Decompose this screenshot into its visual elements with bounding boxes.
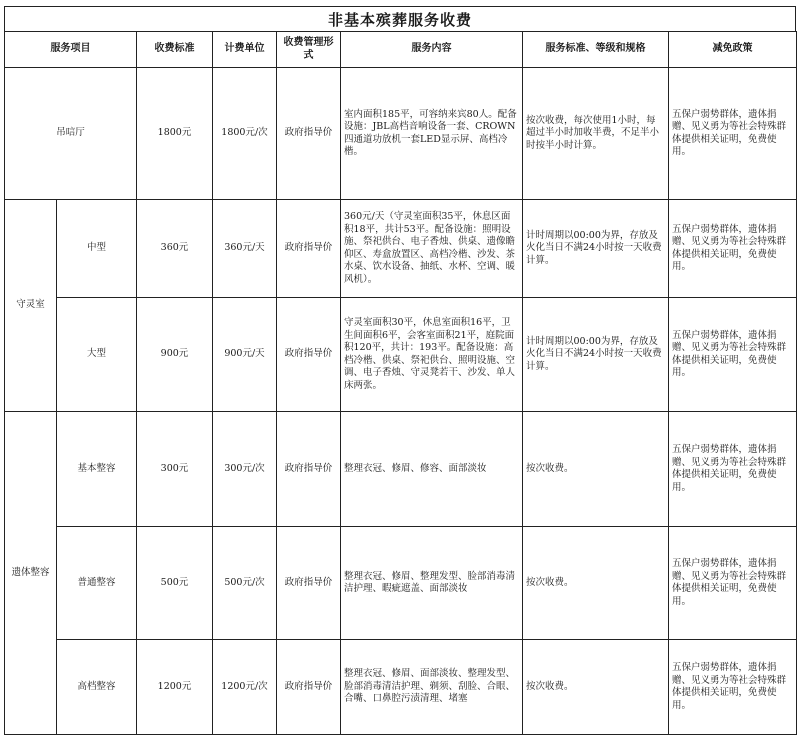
service-price: 300元 (137, 412, 213, 527)
service-standard: 按次收费。 (523, 412, 669, 527)
service-name: 普通整容 (57, 527, 137, 640)
service-price: 900元 (137, 298, 213, 412)
service-name: 吊唁厅 (5, 68, 137, 200)
service-unit: 360元/天 (213, 200, 277, 298)
table-row (5, 68, 797, 200)
service-policy: 五保户弱势群体，遗体捐赠、见义勇为等社会特殊群体提供相关证明，免费使用。 (669, 527, 797, 640)
fee-sheet (4, 6, 796, 711)
service-price: 1800元 (137, 68, 213, 200)
service-price: 500元 (137, 527, 213, 640)
service-policy: 五保户弱势群体，遗体捐赠、见义勇为等社会特殊群体提供相关证明，免费使用。 (669, 200, 797, 298)
service-standard: 按次收费。 (523, 640, 669, 735)
header-unit: 计费单位 (213, 32, 277, 68)
service-policy: 五保户弱势群体，遗体捐赠、见义勇为等社会特殊群体提供相关证明，免费使用。 (669, 298, 797, 412)
service-policy: 五保户弱势群体，遗体捐赠、见义勇为等社会特殊群体提供相关证明，免费使用。 (669, 412, 797, 527)
service-mgmt: 政府指导价 (277, 412, 341, 527)
fee-table (4, 31, 797, 735)
service-standard: 按次收费。 (523, 527, 669, 640)
table-row (5, 640, 797, 735)
service-unit: 900元/天 (213, 298, 277, 412)
service-content: 整理衣冠、修眉、面部淡妆、整理发型、脸部消毒清洁护理、剃须、刮脸、合眼、合嘴、口鼻腔污渍清理、堵塞 (341, 640, 523, 735)
service-name: 基本整容 (57, 412, 137, 527)
header-standard: 服务标准、等级和规格 (523, 32, 669, 68)
service-standard: 计时周期以00:00为界，存放及火化当日不满24小时按一天收费计算。 (523, 200, 669, 298)
header-policy: 减免政策 (669, 32, 797, 68)
group-makeup: 遗体整容 (5, 412, 57, 735)
service-name: 高档整容 (57, 640, 137, 735)
service-mgmt: 政府指导价 (277, 298, 341, 412)
header-mgmt: 收费管理形式 (277, 32, 341, 68)
service-unit: 500元/次 (213, 527, 277, 640)
table-row (5, 298, 797, 412)
service-unit: 300元/次 (213, 412, 277, 527)
service-standard: 计时周期以00:00为界，存放及火化当日不满24小时按一天收费计算。 (523, 298, 669, 412)
service-policy: 五保户弱势群体，遗体捐赠、见义勇为等社会特殊群体提供相关证明，免费使用。 (669, 640, 797, 735)
service-price: 1200元 (137, 640, 213, 735)
header-content: 服务内容 (341, 32, 523, 68)
service-content: 整理衣冠、修眉、修容、面部淡妆 (341, 412, 523, 527)
table-row (5, 412, 797, 527)
service-content: 360元/天（守灵室面积35平，休息区面积18平，共计53平。配备设施：照明设施、祭祀供台、电子香烛、供桌、遗像瞻仰区、寿盒放置区、高档冷楷、沙发、茶水桌、饮水设备、抽纸、水杯、空调、暖风机）。 (341, 200, 523, 298)
service-unit: 1200元/次 (213, 640, 277, 735)
table-row (5, 200, 797, 298)
service-price: 360元 (137, 200, 213, 298)
service-standard: 按次收费，每次使用1小时，每超过半小时加收半费，不足半小时按半小时计算。 (523, 68, 669, 200)
service-name: 中型 (57, 200, 137, 298)
service-content: 室内面积185平，可容纳来宾80人。配备设施：JBL高档音响设备一套、CROWN四通道功放机一套LED显示屏、高档冷楷。 (341, 68, 523, 200)
header-price: 收费标准 (137, 32, 213, 68)
group-vigil: 守灵室 (5, 200, 57, 412)
service-content: 整理衣冠、修眉、整理发型、脸部消毒清洁护理、暇疵遮盖、面部淡妆 (341, 527, 523, 640)
table-title: 非基本殡葬服务收费 (4, 6, 796, 32)
service-unit: 1800元/次 (213, 68, 277, 200)
service-policy: 五保户弱势群体，遗体捐赠、见义勇为等社会特殊群体提供相关证明，免费使用。 (669, 68, 797, 200)
service-mgmt: 政府指导价 (277, 68, 341, 200)
service-mgmt: 政府指导价 (277, 640, 341, 735)
table-row (5, 527, 797, 640)
service-content: 守灵室面积30平，休息室面积16平，卫生间面积6平，会客室面积21平，庭院面积120平，共计：193平。配备设施：高档冷楷、供桌、祭祀供台、照明设施、空调、电子香烛、守灵凳若干、沙发、单人床两张。 (341, 298, 523, 412)
service-mgmt: 政府指导价 (277, 200, 341, 298)
header-item: 服务项目 (5, 32, 137, 68)
service-mgmt: 政府指导价 (277, 527, 341, 640)
service-name: 大型 (57, 298, 137, 412)
header-row (5, 32, 797, 68)
